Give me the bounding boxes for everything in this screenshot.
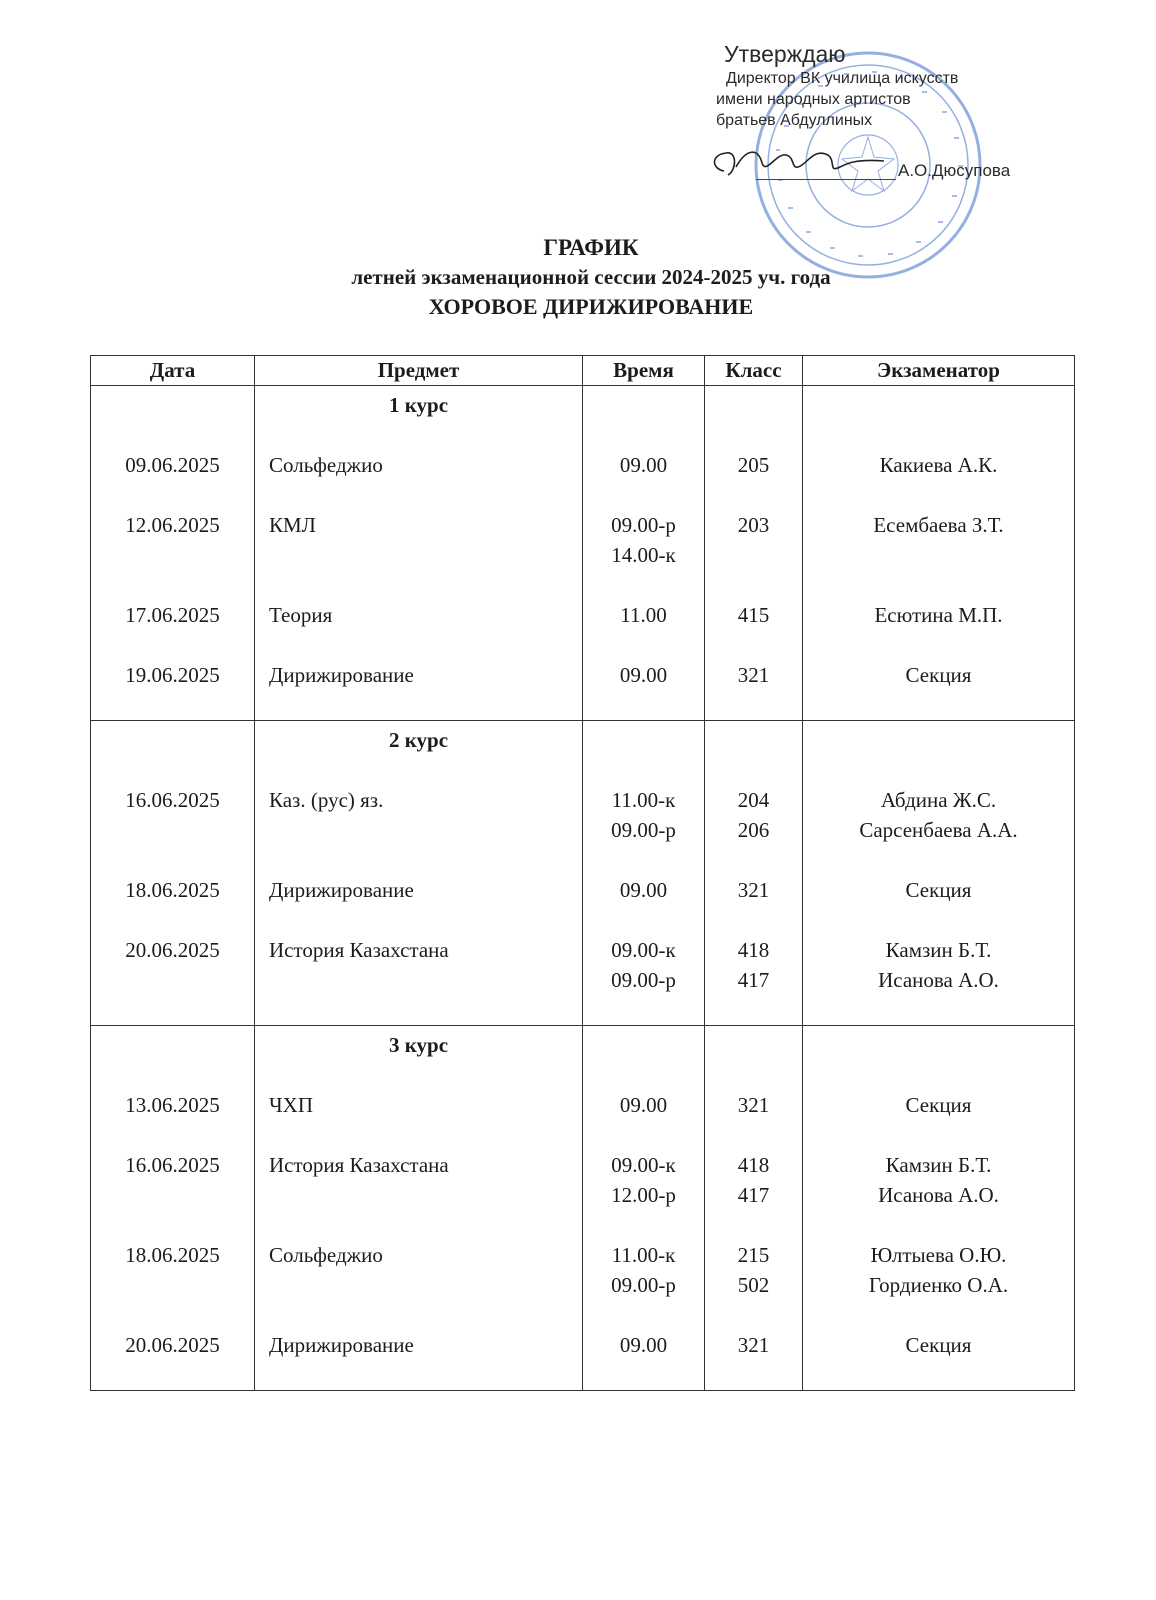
empty-cell (91, 420, 255, 450)
table-row (91, 1150, 1075, 1210)
spacer-row (91, 1060, 1075, 1090)
empty-cell (91, 386, 255, 421)
table-body (91, 386, 1075, 1391)
empty-cell (91, 1060, 255, 1090)
empty-cell (705, 1210, 803, 1240)
empty-cell (705, 995, 803, 1026)
room-value: 415 (737, 603, 770, 627)
empty-cell (255, 1120, 583, 1150)
time-value: 09.00 (619, 878, 668, 902)
header-room: Класс (705, 356, 803, 386)
approval-heading: Утверждаю (724, 41, 846, 67)
exam-room (705, 1150, 803, 1210)
exam-subject: Каз. (рус) яз. (255, 785, 583, 845)
examiner-value: Секция (905, 878, 972, 902)
spacer-row (91, 995, 1075, 1026)
exam-date: 16.06.2025 (91, 785, 255, 845)
empty-cell (583, 721, 705, 756)
empty-cell (91, 1120, 255, 1150)
exam-date: 09.06.2025 (91, 450, 255, 480)
time-value: 09.00-р (611, 818, 676, 842)
exam-time (583, 510, 705, 570)
empty-cell (803, 570, 1075, 600)
empty-cell (803, 1360, 1075, 1391)
empty-cell (803, 721, 1075, 756)
exam-subject: Дирижирование (255, 1330, 583, 1360)
table-row (91, 1240, 1075, 1300)
examiner-value: Исанова А.О. (878, 1183, 999, 1207)
exam-time (583, 450, 705, 480)
document-title (0, 232, 1156, 322)
spacer-row (91, 570, 1075, 600)
signature-row (716, 153, 1046, 193)
empty-cell (705, 721, 803, 756)
spacer-row (91, 1210, 1075, 1240)
table-row (91, 600, 1075, 630)
empty-cell (255, 905, 583, 935)
examiner-value: Сарсенбаева А.А. (859, 818, 1018, 842)
spacer-row (91, 480, 1075, 510)
empty-cell (803, 1210, 1075, 1240)
course-heading-row (91, 721, 1075, 756)
header-subject: Предмет (255, 356, 583, 386)
approval-org-line3: братьев Абдуллиных (716, 112, 873, 129)
empty-cell (91, 1210, 255, 1240)
exam-room (705, 660, 803, 690)
time-value: 09.00 (619, 1333, 668, 1357)
empty-cell (803, 630, 1075, 660)
exam-examiner (803, 1090, 1075, 1120)
time-value: 09.00 (619, 1093, 668, 1117)
empty-cell (91, 1360, 255, 1391)
time-value: 12.00-р (611, 1183, 676, 1207)
table-row (91, 785, 1075, 845)
exam-date: 18.06.2025 (91, 1240, 255, 1300)
header-time: Время (583, 356, 705, 386)
exam-examiner (803, 450, 1075, 480)
exam-date: 12.06.2025 (91, 510, 255, 570)
exam-subject: История Казахстана (255, 1150, 583, 1210)
time-value: 09.00-к (611, 1153, 676, 1177)
examiner-value: Юлтыева О.Ю. (870, 1243, 1007, 1267)
room-value: 418 (737, 1153, 770, 1177)
exam-time (583, 1150, 705, 1210)
time-value: 09.00-р (611, 968, 676, 992)
empty-cell (255, 755, 583, 785)
exam-room (705, 1240, 803, 1300)
exam-time (583, 785, 705, 845)
empty-cell (583, 570, 705, 600)
exam-time (583, 660, 705, 690)
examiner-value: Какиева А.К. (879, 453, 998, 477)
empty-cell (583, 1210, 705, 1240)
room-value: 418 (737, 938, 770, 962)
empty-cell (583, 845, 705, 875)
header-date: Дата (91, 356, 255, 386)
exam-date: 13.06.2025 (91, 1090, 255, 1120)
empty-cell (803, 690, 1075, 721)
exam-subject: КМЛ (255, 510, 583, 570)
spacer-row (91, 1360, 1075, 1391)
empty-cell (255, 845, 583, 875)
spacer-row (91, 755, 1075, 785)
exam-room (705, 785, 803, 845)
exam-examiner (803, 1330, 1075, 1360)
time-value: 11.00-к (611, 788, 676, 812)
exam-time (583, 935, 705, 995)
empty-cell (91, 690, 255, 721)
approval-org-line2: имени народных артистов (716, 91, 911, 108)
signature-line (756, 179, 896, 180)
empty-cell (583, 1026, 705, 1061)
room-value: 205 (737, 453, 770, 477)
spacer-row (91, 1300, 1075, 1330)
table-header-row (91, 356, 1075, 386)
empty-cell (583, 1060, 705, 1090)
examiner-value: Есютина М.П. (874, 603, 1003, 627)
empty-cell (255, 1060, 583, 1090)
time-value: 11.00-к (611, 1243, 676, 1267)
empty-cell (91, 755, 255, 785)
empty-cell (255, 1360, 583, 1391)
exam-subject: История Казахстана (255, 935, 583, 995)
empty-cell (705, 1120, 803, 1150)
spacer-row (91, 845, 1075, 875)
exam-subject: Дирижирование (255, 660, 583, 690)
empty-cell (803, 420, 1075, 450)
exam-examiner (803, 1240, 1075, 1300)
empty-cell (583, 1120, 705, 1150)
examiner-value: Есембаева З.Т. (873, 513, 1004, 537)
exam-time (583, 875, 705, 905)
exam-date: 19.06.2025 (91, 660, 255, 690)
room-value: 206 (737, 818, 770, 842)
exam-date: 18.06.2025 (91, 875, 255, 905)
exam-subject: Теория (255, 600, 583, 630)
exam-examiner (803, 1150, 1075, 1210)
empty-cell (91, 480, 255, 510)
exam-schedule-table (90, 355, 1075, 1391)
empty-cell (803, 845, 1075, 875)
time-value: 09.00 (619, 453, 668, 477)
exam-room (705, 935, 803, 995)
table-row (91, 935, 1075, 995)
empty-cell (583, 995, 705, 1026)
title-line-2: летней экзаменационной сессии 2024-2025 уч. года (351, 265, 831, 289)
empty-cell (583, 1300, 705, 1330)
exam-subject: Дирижирование (255, 875, 583, 905)
approval-block (716, 40, 1046, 193)
exam-room (705, 600, 803, 630)
examiner-value: Секция (905, 1333, 972, 1357)
signer-name: А.О.Дюсупова (898, 161, 1011, 180)
table-row (91, 450, 1075, 480)
empty-cell (91, 721, 255, 756)
empty-cell (803, 1060, 1075, 1090)
table-row (91, 510, 1075, 570)
room-value: 417 (737, 1183, 770, 1207)
empty-cell (705, 386, 803, 421)
empty-cell (583, 1360, 705, 1391)
time-value: 09.00-р (611, 513, 676, 537)
empty-cell (255, 630, 583, 660)
room-value: 203 (737, 513, 770, 537)
time-value: 14.00-к (611, 543, 676, 567)
examiner-value: Секция (905, 1093, 972, 1117)
exam-examiner (803, 785, 1075, 845)
examiner-value: Камзин Б.Т. (885, 938, 992, 962)
table-row (91, 875, 1075, 905)
exam-examiner (803, 875, 1075, 905)
empty-cell (255, 420, 583, 450)
empty-cell (255, 995, 583, 1026)
header-examiner: Экзаменатор (803, 356, 1075, 386)
room-value: 321 (737, 663, 770, 687)
empty-cell (91, 845, 255, 875)
empty-cell (91, 905, 255, 935)
exam-examiner (803, 660, 1075, 690)
time-value: 11.00 (620, 603, 667, 627)
time-value: 09.00-р (611, 1273, 676, 1297)
empty-cell (705, 420, 803, 450)
empty-cell (255, 1300, 583, 1330)
exam-date: 16.06.2025 (91, 1150, 255, 1210)
room-value: 215 (737, 1243, 770, 1267)
exam-time (583, 1090, 705, 1120)
time-value: 09.00 (619, 663, 668, 687)
empty-cell (705, 1026, 803, 1061)
table-row (91, 1090, 1075, 1120)
examiner-value: Гордиенко О.А. (868, 1273, 1009, 1297)
empty-cell (705, 1060, 803, 1090)
exam-room (705, 1330, 803, 1360)
room-value: 321 (737, 1093, 770, 1117)
empty-cell (803, 1120, 1075, 1150)
empty-cell (803, 755, 1075, 785)
empty-cell (803, 386, 1075, 421)
course-heading-row (91, 386, 1075, 421)
exam-room (705, 1090, 803, 1120)
approval-position: Директор ВК училища искусств (726, 70, 959, 87)
exam-subject: Сольфеджио (255, 1240, 583, 1300)
empty-cell (583, 386, 705, 421)
spacer-row (91, 690, 1075, 721)
empty-cell (255, 690, 583, 721)
table-row (91, 1330, 1075, 1360)
empty-cell (583, 905, 705, 935)
time-value: 09.00-к (611, 938, 676, 962)
exam-examiner (803, 510, 1075, 570)
title-line-1: ГРАФИК (543, 235, 639, 260)
empty-cell (705, 755, 803, 785)
exam-room (705, 450, 803, 480)
empty-cell (583, 480, 705, 510)
empty-cell (705, 845, 803, 875)
table-row (91, 660, 1075, 690)
empty-cell (91, 630, 255, 660)
exam-time (583, 600, 705, 630)
exam-time (583, 1330, 705, 1360)
empty-cell (255, 570, 583, 600)
empty-cell (583, 755, 705, 785)
exam-date: 20.06.2025 (91, 1330, 255, 1360)
course-heading-row (91, 1026, 1075, 1061)
course-name: 3 курс (255, 1026, 583, 1061)
empty-cell (255, 1210, 583, 1240)
examiner-value: Абдина Ж.С. (880, 788, 997, 812)
empty-cell (803, 1026, 1075, 1061)
exam-time (583, 1240, 705, 1300)
spacer-row (91, 630, 1075, 660)
exam-date: 17.06.2025 (91, 600, 255, 630)
empty-cell (705, 1360, 803, 1391)
empty-cell (91, 995, 255, 1026)
empty-cell (705, 570, 803, 600)
spacer-row (91, 905, 1075, 935)
title-line-3: ХОРОВОЕ ДИРИЖИРОВАНИЕ (428, 294, 754, 319)
spacer-row (91, 1120, 1075, 1150)
empty-cell (583, 630, 705, 660)
empty-cell (583, 420, 705, 450)
course-name: 2 курс (255, 721, 583, 756)
examiner-value: Исанова А.О. (878, 968, 999, 992)
exam-examiner (803, 600, 1075, 630)
exam-subject: Сольфеджио (255, 450, 583, 480)
empty-cell (705, 905, 803, 935)
room-value: 321 (737, 1333, 770, 1357)
room-value: 417 (737, 968, 770, 992)
empty-cell (583, 690, 705, 721)
empty-cell (803, 905, 1075, 935)
empty-cell (803, 995, 1075, 1026)
room-value: 321 (737, 878, 770, 902)
empty-cell (705, 1300, 803, 1330)
exam-examiner (803, 935, 1075, 995)
spacer-row (91, 420, 1075, 450)
exam-subject: ЧХП (255, 1090, 583, 1120)
empty-cell (91, 1300, 255, 1330)
empty-cell (255, 480, 583, 510)
room-value: 204 (737, 788, 770, 812)
exam-room (705, 875, 803, 905)
room-value: 502 (737, 1273, 770, 1297)
exam-room (705, 510, 803, 570)
examiner-value: Камзин Б.Т. (885, 1153, 992, 1177)
exam-date: 20.06.2025 (91, 935, 255, 995)
empty-cell (705, 630, 803, 660)
examiner-value: Секция (905, 663, 972, 687)
empty-cell (803, 1300, 1075, 1330)
course-name: 1 курс (255, 386, 583, 421)
empty-cell (91, 570, 255, 600)
empty-cell (705, 480, 803, 510)
empty-cell (91, 1026, 255, 1061)
empty-cell (803, 480, 1075, 510)
empty-cell (705, 690, 803, 721)
